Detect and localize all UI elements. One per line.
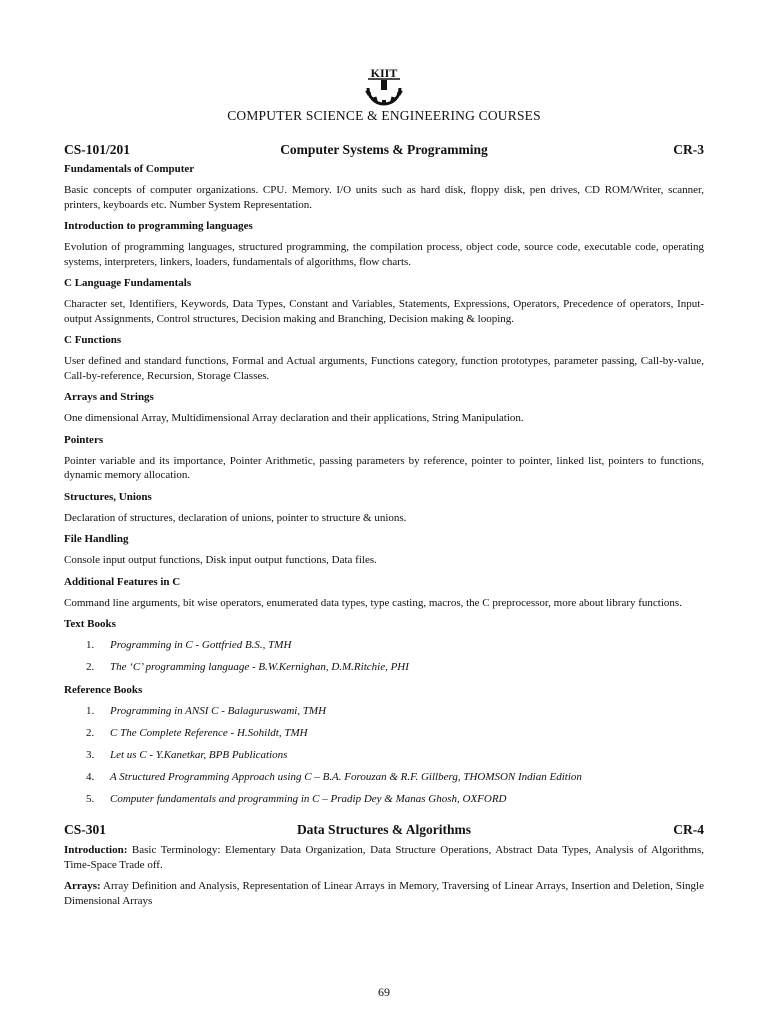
course-header [64, 822, 704, 838]
section-heading: Introduction to programming languages [64, 220, 253, 232]
text-books-heading: Text Books [64, 618, 116, 630]
section-heading: Additional Features in C [64, 575, 181, 588]
course-header [64, 142, 704, 158]
section [64, 276, 704, 326]
section-paragraph: Arrays: Array Definition and Analysis, Representation of Linear Arrays in Memory, Traversing of Linear Arrays, Insertion and Deletion, Single Dimensional Arrays [64, 880, 704, 907]
section-body: Console input output functions, Disk input output functions, Data files. [64, 554, 377, 566]
text-books-list [64, 638, 704, 674]
page-number: 69 [378, 985, 390, 999]
section [64, 490, 704, 526]
list-item: 2. C The Complete Reference - H.Sohildt, TMH [86, 727, 308, 739]
section-heading: C Language Fundamentals [64, 277, 192, 289]
list-item: 1. Programming in C - Gottfried B.S., TMH [86, 639, 292, 651]
kiit-logo-icon [360, 62, 408, 106]
reference-books-heading: Reference Books [64, 684, 143, 696]
section [64, 532, 704, 568]
section [64, 433, 704, 483]
course-code: CS-101/201 [64, 142, 131, 157]
section-heading: Arrays and Strings [64, 391, 154, 403]
section-body: Declaration of structures, declaration of unions, pointer to structure & unions. [64, 511, 407, 524]
section [64, 390, 704, 426]
section-body: Character set, Identifiers, Keywords, Data Types, Constant and Variables, Statements, Expressions, Operators, Precedence of operators, Input-output Assignments, Control structures, Decision making and Branching, Decision making & looping. [64, 298, 704, 325]
course-credits: CR-3 [673, 142, 704, 157]
section [64, 162, 704, 212]
section [64, 219, 704, 269]
section-heading: Pointers [64, 433, 104, 446]
svg-text:KIIT: KIIT [370, 66, 398, 80]
list-item: 3. Let us C - Y.Kanetkar, BPB Publications [86, 749, 288, 761]
section [64, 333, 704, 383]
course-title: Computer Systems & Programming [280, 142, 488, 157]
list-item: 2. The ‘C’ programming language - B.W.Kernighan, D.M.Ritchie, PHI [86, 661, 409, 673]
reference-books-list [64, 704, 704, 806]
section-paragraph: Introduction: Basic Terminology: Elementary Data Organization, Data Structure Operations, Abstract Data Types, Analysis of Algorithms, Time-Space Trade off. [64, 844, 704, 871]
list-item: 4. A Structured Programming Approach using C – B.A. Forouzan & R.F. Gillberg, THOMSON Indian Edition [86, 771, 582, 783]
section-body: Command line arguments, bit wise operators, enumerated data types, type casting, macros, the C preprocessor, more about library functions. [64, 596, 682, 609]
list-item: 5. Computer fundamentals and programming in C – Pradip Dey & Manas Ghosh, OXFORD [86, 793, 507, 805]
course-code: CS-301 [64, 822, 107, 837]
section-heading: Fundamentals of Computer [64, 163, 195, 175]
section-heading: Structures, Unions [64, 490, 152, 503]
section [64, 575, 704, 611]
section-body: One dimensional Array, Multidimensional Array declaration and their applications, String Manipulation. [64, 412, 524, 424]
section-heading: File Handling [64, 533, 129, 545]
section-body: User defined and standard functions, Formal and Actual arguments, Functions category, function prototypes, parameter passing, Call-by-value, Call-by-reference, Recursion, Storage Classes. [64, 355, 704, 382]
page-title: COMPUTER SCIENCE & ENGINEERING COURSES [227, 108, 541, 123]
course-credits: CR-4 [673, 822, 704, 837]
list-item: 1. Programming in ANSI C - Balaguruswami, TMH [86, 705, 327, 717]
section-body: Pointer variable and its importance, Pointer Arithmetic, passing parameters by reference, pointer to pointer, linked list, pointers to functions, dynamic memory allocation. [64, 454, 704, 481]
document-page [64, 62, 704, 908]
section-heading: C Functions [64, 334, 122, 346]
course-title: Data Structures & Algorithms [296, 822, 472, 837]
section-body: Evolution of programming languages, structured programming, the compilation process, object code, source code, executable code, operating systems, interpreters, linkers, loaders, fundamentals of algorithms, flow charts. [64, 241, 704, 268]
section-body: Basic concepts of computer organizations. CPU. Memory. I/O units such as hard disk, floppy disk, pen drives, CD ROM/Writer, scanner, printers, keyboards etc. Number System Representation. [64, 184, 704, 211]
